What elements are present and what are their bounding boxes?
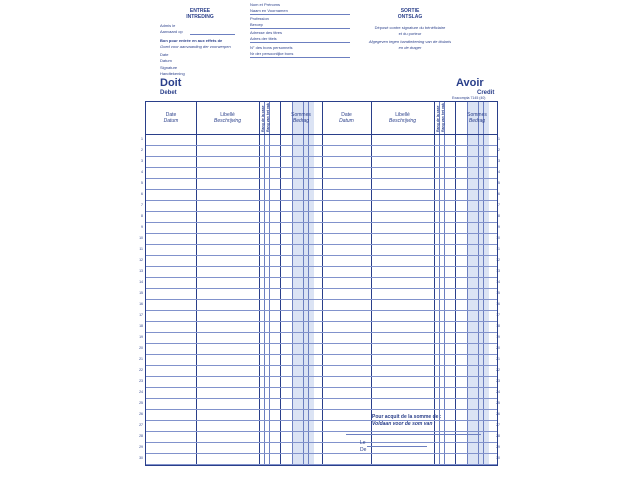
table-row <box>146 387 497 388</box>
exit-line3: Afgegeven tegen handtekening van de titularis <box>368 39 452 44</box>
table-row <box>146 299 497 300</box>
row-number: 10 <box>139 236 143 240</box>
debit-libelle-header <box>196 112 259 124</box>
row-number: 21 <box>496 357 500 361</box>
row-number: 11 <box>496 247 500 251</box>
row-number: 7 <box>498 203 500 207</box>
row-number: 29 <box>496 445 500 449</box>
row-number: 24 <box>139 390 143 394</box>
credit-libelle-fr: Libellé <box>395 112 410 118</box>
de-label: De <box>360 447 367 453</box>
row-number: 12 <box>139 258 143 262</box>
avoir-heading: Avoir <box>456 77 484 89</box>
table-row <box>146 200 497 201</box>
table-row <box>146 178 497 179</box>
row-number: 26 <box>496 412 500 416</box>
debit-rate-nl: Rang van het vak <box>266 103 270 132</box>
row-number: 24 <box>496 390 500 394</box>
row-number: 22 <box>139 368 143 372</box>
debit-libelle-nl: Beschrijving <box>214 118 241 124</box>
credit-date-fr: Date <box>341 112 352 118</box>
table-row <box>146 343 497 344</box>
debit-libelle-fr: Libellé <box>220 112 235 118</box>
row-number: 15 <box>139 291 143 295</box>
table-row <box>146 277 497 278</box>
credit-rate-fr: Rang de la case <box>436 105 440 132</box>
acquit-fr-label: Pour acquit de la somme de : <box>372 414 442 420</box>
exit-line4: en de drager <box>398 45 422 50</box>
nombre-line <box>250 57 350 58</box>
row-number: 4 <box>141 170 143 174</box>
entry-title-fr: ENTREE <box>189 8 211 14</box>
row-number: 2 <box>498 148 500 152</box>
row-number: 16 <box>139 302 143 306</box>
nom-label: Nom et Prénoms <box>250 2 281 7</box>
row-number: 30 <box>139 456 143 460</box>
row-number: 6 <box>141 192 143 196</box>
credit-sommes-nl: Bedrag <box>468 118 486 124</box>
table-row <box>146 398 497 399</box>
adresse-line <box>250 42 350 43</box>
handtekening-label: Handtekening <box>160 71 185 76</box>
exit-title-fr: SORTIE <box>400 8 420 14</box>
table-row <box>146 266 497 267</box>
adresse-label: Adresse des titres <box>250 30 283 35</box>
admis-le-line <box>190 34 235 35</box>
row-number: 18 <box>139 324 143 328</box>
profession-line <box>250 28 350 29</box>
table-row <box>146 453 497 454</box>
row-number: 17 <box>496 313 500 317</box>
row-number: 6 <box>498 192 500 196</box>
table-row <box>146 332 497 333</box>
row-number: 10 <box>496 236 500 240</box>
table-row <box>146 442 497 443</box>
entry-title-nl: INTREDING <box>186 14 214 20</box>
row-number: 8 <box>141 214 143 218</box>
credit-sommes-header <box>455 112 499 124</box>
nom-line <box>250 14 350 15</box>
row-number: 20 <box>139 346 143 350</box>
row-number: 19 <box>139 335 143 339</box>
row-number: 18 <box>496 324 500 328</box>
debit-sommes-header <box>280 112 322 124</box>
adres-label: Adres der titels <box>250 36 277 41</box>
exit-line2: et du porteur <box>398 31 422 36</box>
admis-le-label: Admis le <box>160 23 176 28</box>
row-number: 28 <box>139 434 143 438</box>
table-row <box>146 431 497 432</box>
table-row <box>146 365 497 366</box>
debit-rate-fr: Rang de la case <box>261 105 265 132</box>
row-number: 9 <box>498 225 500 229</box>
row-number: 25 <box>139 401 143 405</box>
row-number: 27 <box>139 423 143 427</box>
table-row <box>146 189 497 190</box>
row-number: 1 <box>141 137 143 141</box>
datum-label: Datum <box>160 58 172 63</box>
reference-code: Exacompta 7145 (40) <box>452 96 486 100</box>
table-row <box>146 310 497 311</box>
profession-label: Profession <box>250 16 269 21</box>
row-number: 19 <box>496 335 500 339</box>
table-row <box>146 233 497 234</box>
credit-date-header <box>322 112 371 124</box>
ledger-table <box>145 101 498 466</box>
table-row <box>146 211 497 212</box>
naam-label: Naam en Voornamen <box>250 8 288 13</box>
row-number: 27 <box>496 423 500 427</box>
row-number: 3 <box>141 159 143 163</box>
table-row <box>146 167 497 168</box>
table-row <box>146 464 497 465</box>
nummer-label: Nr der persoonlijke bons <box>250 51 294 56</box>
row-number: 8 <box>498 214 500 218</box>
table-row <box>146 156 497 157</box>
credit-heading: Credit <box>477 90 495 96</box>
signature-label: Signature <box>160 65 178 70</box>
row-number: 1 <box>498 137 500 141</box>
acquit-nl-label: Voldaan voor de som van : <box>372 421 436 427</box>
row-number: 23 <box>496 379 500 383</box>
nombre-label: N° des bons personnels <box>250 45 293 50</box>
le-line <box>367 446 427 447</box>
row-number: 30 <box>496 456 500 460</box>
table-row <box>146 244 497 245</box>
row-number: 9 <box>141 225 143 229</box>
credit-libelle-nl: Beschrijving <box>389 118 416 124</box>
row-number: 15 <box>496 291 500 295</box>
date-label: Date <box>160 52 169 57</box>
bon-fr-label: Bon pour entrée en aux effets de <box>160 38 223 43</box>
row-number: 22 <box>496 368 500 372</box>
credit-date-nl: Datum <box>339 118 354 124</box>
table-row <box>146 255 497 256</box>
debit-date-nl: Datum <box>163 118 179 124</box>
row-number: 3 <box>498 159 500 163</box>
row-number: 13 <box>496 269 500 273</box>
debit-date-fr: Date <box>165 112 177 118</box>
table-row <box>146 420 497 421</box>
row-number: 20 <box>496 346 500 350</box>
row-number: 13 <box>139 269 143 273</box>
row-number: 5 <box>141 181 143 185</box>
credit-libelle-header <box>371 112 434 124</box>
row-number: 14 <box>139 280 143 284</box>
row-number: 23 <box>139 379 143 383</box>
doit-heading: Doit <box>160 77 182 89</box>
le-label: Le <box>360 440 366 446</box>
bon-nl-label: Goed voor aanvaarding der voorwerpen <box>160 44 231 49</box>
row-number: 4 <box>498 170 500 174</box>
table-row <box>146 145 497 146</box>
credit-sommes-fr: Sommes <box>467 112 487 118</box>
row-number: 28 <box>496 434 500 438</box>
table-row <box>146 376 497 377</box>
row-number: 29 <box>139 445 143 449</box>
row-number: 7 <box>141 203 143 207</box>
row-number: 16 <box>496 302 500 306</box>
row-number: 14 <box>496 280 500 284</box>
table-row <box>146 321 497 322</box>
debit-date-header <box>146 112 196 124</box>
row-number: 25 <box>496 401 500 405</box>
row-number: 5 <box>498 181 500 185</box>
beroep-label: Beroep <box>250 22 263 27</box>
row-number: 17 <box>139 313 143 317</box>
exit-title-nl: ONTSLAG <box>397 14 423 20</box>
credit-rate-nl: Rang van het vak <box>441 103 445 132</box>
header-separator <box>146 134 497 135</box>
acquit-line <box>346 434 481 435</box>
row-number: 2 <box>141 148 143 152</box>
table-row <box>146 288 497 289</box>
table-row <box>146 409 497 410</box>
row-number: 12 <box>496 258 500 262</box>
aanvaard-op-label: Aanvaard op <box>160 29 183 34</box>
row-number: 11 <box>139 247 143 251</box>
row-number: 21 <box>139 357 143 361</box>
table-row <box>146 354 497 355</box>
debit-sommes-fr: Sommes <box>291 112 311 118</box>
debet-heading: Debet <box>160 90 177 96</box>
debit-sommes-nl: Bedrag <box>292 118 310 124</box>
row-number: 26 <box>139 412 143 416</box>
table-row <box>146 222 497 223</box>
exit-line1: Déposé contre signature du bénéficiaire <box>374 25 446 30</box>
